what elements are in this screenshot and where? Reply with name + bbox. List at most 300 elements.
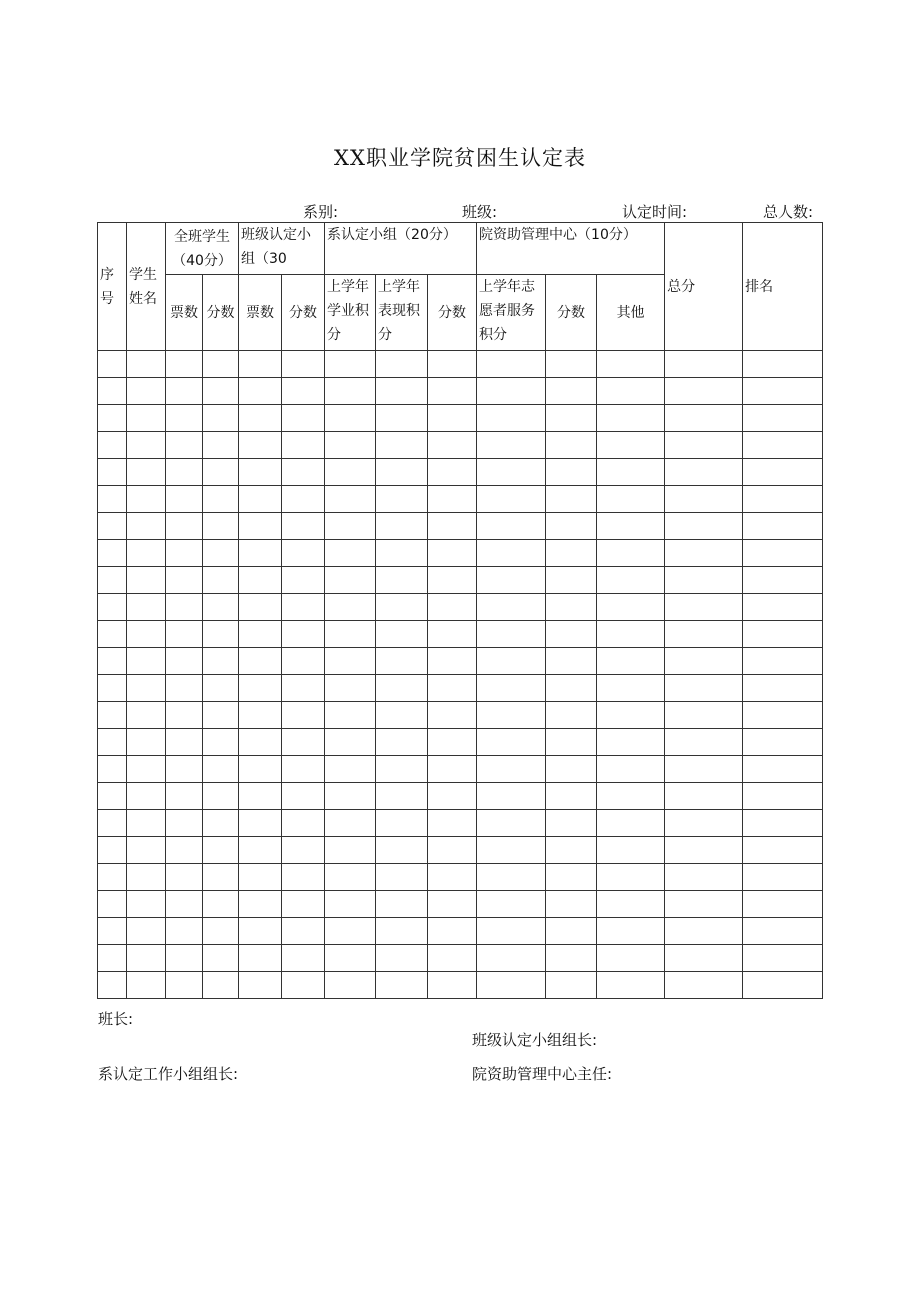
table-cell[interactable] bbox=[743, 378, 823, 405]
table-cell[interactable] bbox=[325, 567, 376, 594]
table-cell[interactable] bbox=[477, 783, 546, 810]
table-cell[interactable] bbox=[428, 702, 477, 729]
table-cell[interactable] bbox=[376, 486, 428, 513]
table-cell[interactable] bbox=[546, 459, 597, 486]
table-cell[interactable] bbox=[743, 675, 823, 702]
table-cell[interactable] bbox=[376, 351, 428, 378]
table-cell[interactable] bbox=[282, 459, 325, 486]
table-cell[interactable] bbox=[127, 783, 166, 810]
table-cell[interactable] bbox=[743, 783, 823, 810]
table-cell[interactable] bbox=[166, 459, 203, 486]
table-cell[interactable] bbox=[98, 486, 127, 513]
table-cell[interactable] bbox=[239, 432, 282, 459]
table-cell[interactable] bbox=[665, 621, 743, 648]
table-cell[interactable] bbox=[477, 621, 546, 648]
table-cell[interactable] bbox=[477, 405, 546, 432]
table-cell[interactable] bbox=[743, 810, 823, 837]
table-cell[interactable] bbox=[665, 594, 743, 621]
table-cell[interactable] bbox=[166, 945, 203, 972]
table-cell[interactable] bbox=[282, 702, 325, 729]
table-cell[interactable] bbox=[127, 378, 166, 405]
table-cell[interactable] bbox=[428, 486, 477, 513]
table-cell[interactable] bbox=[203, 351, 239, 378]
table-cell[interactable] bbox=[376, 540, 428, 567]
table-cell[interactable] bbox=[743, 729, 823, 756]
table-cell[interactable] bbox=[376, 513, 428, 540]
table-cell[interactable] bbox=[477, 513, 546, 540]
table-cell[interactable] bbox=[98, 972, 127, 999]
table-cell[interactable] bbox=[166, 567, 203, 594]
table-cell[interactable] bbox=[743, 945, 823, 972]
table-cell[interactable] bbox=[376, 972, 428, 999]
table-cell[interactable] bbox=[428, 540, 477, 567]
table-cell[interactable] bbox=[546, 756, 597, 783]
table-cell[interactable] bbox=[127, 513, 166, 540]
table-cell[interactable] bbox=[239, 594, 282, 621]
table-cell[interactable] bbox=[203, 729, 239, 756]
table-cell[interactable] bbox=[127, 891, 166, 918]
table-cell[interactable] bbox=[98, 945, 127, 972]
table-cell[interactable] bbox=[127, 540, 166, 567]
table-cell[interactable] bbox=[597, 729, 665, 756]
table-cell[interactable] bbox=[325, 486, 376, 513]
table-cell[interactable] bbox=[665, 864, 743, 891]
table-cell[interactable] bbox=[325, 459, 376, 486]
table-cell[interactable] bbox=[203, 648, 239, 675]
table-cell[interactable] bbox=[546, 783, 597, 810]
table-cell[interactable] bbox=[428, 837, 477, 864]
table-cell[interactable] bbox=[597, 405, 665, 432]
table-cell[interactable] bbox=[282, 621, 325, 648]
table-cell[interactable] bbox=[428, 918, 477, 945]
table-cell[interactable] bbox=[546, 567, 597, 594]
table-cell[interactable] bbox=[743, 405, 823, 432]
table-cell[interactable] bbox=[282, 351, 325, 378]
table-cell[interactable] bbox=[239, 675, 282, 702]
table-cell[interactable] bbox=[665, 351, 743, 378]
table-cell[interactable] bbox=[98, 621, 127, 648]
table-cell[interactable] bbox=[239, 405, 282, 432]
table-cell[interactable] bbox=[477, 432, 546, 459]
table-cell[interactable] bbox=[428, 783, 477, 810]
table-cell[interactable] bbox=[239, 783, 282, 810]
table-cell[interactable] bbox=[597, 864, 665, 891]
table-cell[interactable] bbox=[546, 648, 597, 675]
table-cell[interactable] bbox=[98, 702, 127, 729]
table-cell[interactable] bbox=[127, 594, 166, 621]
table-cell[interactable] bbox=[546, 972, 597, 999]
table-cell[interactable] bbox=[127, 756, 166, 783]
table-cell[interactable] bbox=[325, 675, 376, 702]
table-cell[interactable] bbox=[665, 567, 743, 594]
table-cell[interactable] bbox=[282, 810, 325, 837]
table-cell[interactable] bbox=[127, 432, 166, 459]
table-cell[interactable] bbox=[203, 486, 239, 513]
table-cell[interactable] bbox=[597, 486, 665, 513]
table-cell[interactable] bbox=[98, 918, 127, 945]
table-cell[interactable] bbox=[376, 837, 428, 864]
table-cell[interactable] bbox=[477, 675, 546, 702]
table-cell[interactable] bbox=[282, 513, 325, 540]
table-cell[interactable] bbox=[166, 675, 203, 702]
table-cell[interactable] bbox=[597, 675, 665, 702]
table-cell[interactable] bbox=[546, 351, 597, 378]
table-cell[interactable] bbox=[665, 675, 743, 702]
table-cell[interactable] bbox=[127, 648, 166, 675]
table-cell[interactable] bbox=[282, 837, 325, 864]
table-cell[interactable] bbox=[325, 918, 376, 945]
table-cell[interactable] bbox=[203, 972, 239, 999]
table-cell[interactable] bbox=[665, 783, 743, 810]
table-cell[interactable] bbox=[743, 432, 823, 459]
table-cell[interactable] bbox=[239, 621, 282, 648]
table-cell[interactable] bbox=[477, 891, 546, 918]
table-cell[interactable] bbox=[325, 621, 376, 648]
table-cell[interactable] bbox=[282, 567, 325, 594]
table-cell[interactable] bbox=[166, 972, 203, 999]
table-cell[interactable] bbox=[546, 810, 597, 837]
table-cell[interactable] bbox=[665, 972, 743, 999]
table-cell[interactable] bbox=[597, 540, 665, 567]
table-cell[interactable] bbox=[376, 864, 428, 891]
table-cell[interactable] bbox=[665, 432, 743, 459]
table-cell[interactable] bbox=[665, 756, 743, 783]
table-cell[interactable] bbox=[743, 891, 823, 918]
table-cell[interactable] bbox=[665, 405, 743, 432]
table-cell[interactable] bbox=[665, 459, 743, 486]
table-cell[interactable] bbox=[98, 432, 127, 459]
table-cell[interactable] bbox=[665, 891, 743, 918]
table-cell[interactable] bbox=[203, 702, 239, 729]
table-cell[interactable] bbox=[325, 594, 376, 621]
table-cell[interactable] bbox=[597, 621, 665, 648]
table-cell[interactable] bbox=[428, 972, 477, 999]
table-cell[interactable] bbox=[239, 810, 282, 837]
table-cell[interactable] bbox=[428, 621, 477, 648]
table-cell[interactable] bbox=[428, 729, 477, 756]
table-cell[interactable] bbox=[743, 567, 823, 594]
table-cell[interactable] bbox=[665, 378, 743, 405]
table-cell[interactable] bbox=[477, 972, 546, 999]
table-cell[interactable] bbox=[282, 972, 325, 999]
table-cell[interactable] bbox=[282, 675, 325, 702]
table-cell[interactable] bbox=[428, 513, 477, 540]
table-cell[interactable] bbox=[376, 405, 428, 432]
table-cell[interactable] bbox=[665, 837, 743, 864]
table-cell[interactable] bbox=[282, 405, 325, 432]
table-cell[interactable] bbox=[477, 702, 546, 729]
table-cell[interactable] bbox=[282, 432, 325, 459]
table-cell[interactable] bbox=[376, 648, 428, 675]
table-cell[interactable] bbox=[546, 378, 597, 405]
table-cell[interactable] bbox=[597, 891, 665, 918]
table-cell[interactable] bbox=[376, 702, 428, 729]
table-cell[interactable] bbox=[239, 972, 282, 999]
table-cell[interactable] bbox=[239, 378, 282, 405]
table-cell[interactable] bbox=[376, 594, 428, 621]
table-cell[interactable] bbox=[166, 621, 203, 648]
table-cell[interactable] bbox=[743, 486, 823, 513]
table-cell[interactable] bbox=[98, 837, 127, 864]
table-cell[interactable] bbox=[597, 513, 665, 540]
table-cell[interactable] bbox=[127, 621, 166, 648]
table-cell[interactable] bbox=[203, 837, 239, 864]
table-cell[interactable] bbox=[597, 432, 665, 459]
table-cell[interactable] bbox=[203, 945, 239, 972]
table-cell[interactable] bbox=[203, 783, 239, 810]
table-cell[interactable] bbox=[282, 945, 325, 972]
table-cell[interactable] bbox=[477, 756, 546, 783]
table-cell[interactable] bbox=[127, 837, 166, 864]
table-cell[interactable] bbox=[376, 810, 428, 837]
table-cell[interactable] bbox=[166, 918, 203, 945]
table-cell[interactable] bbox=[98, 729, 127, 756]
table-cell[interactable] bbox=[597, 756, 665, 783]
table-cell[interactable] bbox=[98, 891, 127, 918]
table-cell[interactable] bbox=[546, 432, 597, 459]
table-cell[interactable] bbox=[428, 378, 477, 405]
table-cell[interactable] bbox=[428, 405, 477, 432]
table-cell[interactable] bbox=[428, 459, 477, 486]
table-cell[interactable] bbox=[239, 837, 282, 864]
table-cell[interactable] bbox=[203, 459, 239, 486]
table-cell[interactable] bbox=[203, 810, 239, 837]
table-cell[interactable] bbox=[166, 702, 203, 729]
table-cell[interactable] bbox=[127, 675, 166, 702]
table-cell[interactable] bbox=[239, 702, 282, 729]
table-cell[interactable] bbox=[127, 459, 166, 486]
table-cell[interactable] bbox=[239, 486, 282, 513]
table-cell[interactable] bbox=[597, 378, 665, 405]
table-cell[interactable] bbox=[282, 783, 325, 810]
table-cell[interactable] bbox=[127, 918, 166, 945]
table-cell[interactable] bbox=[282, 918, 325, 945]
table-cell[interactable] bbox=[546, 837, 597, 864]
table-cell[interactable] bbox=[127, 486, 166, 513]
table-cell[interactable] bbox=[166, 405, 203, 432]
table-cell[interactable] bbox=[239, 891, 282, 918]
table-cell[interactable] bbox=[325, 351, 376, 378]
table-cell[interactable] bbox=[428, 810, 477, 837]
table-cell[interactable] bbox=[282, 378, 325, 405]
table-cell[interactable] bbox=[98, 405, 127, 432]
table-cell[interactable] bbox=[325, 729, 376, 756]
table-cell[interactable] bbox=[98, 756, 127, 783]
table-cell[interactable] bbox=[203, 540, 239, 567]
table-cell[interactable] bbox=[98, 459, 127, 486]
table-cell[interactable] bbox=[127, 729, 166, 756]
table-cell[interactable] bbox=[546, 891, 597, 918]
table-cell[interactable] bbox=[98, 864, 127, 891]
table-cell[interactable] bbox=[546, 513, 597, 540]
table-cell[interactable] bbox=[127, 810, 166, 837]
table-cell[interactable] bbox=[98, 378, 127, 405]
table-cell[interactable] bbox=[477, 729, 546, 756]
table-cell[interactable] bbox=[98, 648, 127, 675]
table-cell[interactable] bbox=[325, 756, 376, 783]
table-cell[interactable] bbox=[546, 594, 597, 621]
table-cell[interactable] bbox=[203, 567, 239, 594]
table-cell[interactable] bbox=[98, 567, 127, 594]
table-cell[interactable] bbox=[166, 432, 203, 459]
table-cell[interactable] bbox=[239, 567, 282, 594]
table-cell[interactable] bbox=[743, 540, 823, 567]
table-cell[interactable] bbox=[239, 729, 282, 756]
table-cell[interactable] bbox=[597, 972, 665, 999]
table-cell[interactable] bbox=[546, 486, 597, 513]
table-cell[interactable] bbox=[166, 783, 203, 810]
table-cell[interactable] bbox=[239, 648, 282, 675]
table-cell[interactable] bbox=[166, 351, 203, 378]
table-cell[interactable] bbox=[546, 405, 597, 432]
table-cell[interactable] bbox=[282, 756, 325, 783]
table-cell[interactable] bbox=[98, 810, 127, 837]
table-cell[interactable] bbox=[127, 702, 166, 729]
table-cell[interactable] bbox=[743, 594, 823, 621]
table-cell[interactable] bbox=[239, 459, 282, 486]
table-cell[interactable] bbox=[428, 756, 477, 783]
table-cell[interactable] bbox=[743, 513, 823, 540]
table-cell[interactable] bbox=[477, 837, 546, 864]
table-cell[interactable] bbox=[665, 918, 743, 945]
table-cell[interactable] bbox=[743, 702, 823, 729]
table-cell[interactable] bbox=[282, 891, 325, 918]
table-cell[interactable] bbox=[166, 756, 203, 783]
table-cell[interactable] bbox=[376, 918, 428, 945]
table-cell[interactable] bbox=[166, 729, 203, 756]
table-cell[interactable] bbox=[166, 378, 203, 405]
table-cell[interactable] bbox=[166, 594, 203, 621]
table-cell[interactable] bbox=[546, 918, 597, 945]
table-cell[interactable] bbox=[166, 486, 203, 513]
table-cell[interactable] bbox=[428, 432, 477, 459]
table-cell[interactable] bbox=[428, 594, 477, 621]
table-cell[interactable] bbox=[665, 702, 743, 729]
table-cell[interactable] bbox=[743, 621, 823, 648]
table-cell[interactable] bbox=[665, 513, 743, 540]
table-cell[interactable] bbox=[665, 486, 743, 513]
table-cell[interactable] bbox=[325, 648, 376, 675]
table-cell[interactable] bbox=[428, 648, 477, 675]
table-cell[interactable] bbox=[325, 432, 376, 459]
table-cell[interactable] bbox=[428, 945, 477, 972]
table-cell[interactable] bbox=[477, 945, 546, 972]
table-cell[interactable] bbox=[166, 864, 203, 891]
table-cell[interactable] bbox=[98, 594, 127, 621]
table-cell[interactable] bbox=[597, 945, 665, 972]
table-cell[interactable] bbox=[203, 891, 239, 918]
table-cell[interactable] bbox=[376, 567, 428, 594]
table-cell[interactable] bbox=[203, 513, 239, 540]
table-cell[interactable] bbox=[477, 864, 546, 891]
table-cell[interactable] bbox=[127, 405, 166, 432]
table-cell[interactable] bbox=[546, 540, 597, 567]
table-cell[interactable] bbox=[597, 567, 665, 594]
table-cell[interactable] bbox=[597, 702, 665, 729]
table-cell[interactable] bbox=[376, 891, 428, 918]
table-cell[interactable] bbox=[546, 675, 597, 702]
table-cell[interactable] bbox=[428, 864, 477, 891]
table-cell[interactable] bbox=[376, 459, 428, 486]
table-cell[interactable] bbox=[477, 810, 546, 837]
table-cell[interactable] bbox=[376, 432, 428, 459]
table-cell[interactable] bbox=[325, 891, 376, 918]
table-cell[interactable] bbox=[546, 702, 597, 729]
table-cell[interactable] bbox=[98, 783, 127, 810]
table-cell[interactable] bbox=[477, 594, 546, 621]
table-cell[interactable] bbox=[477, 567, 546, 594]
table-cell[interactable] bbox=[477, 540, 546, 567]
table-cell[interactable] bbox=[282, 648, 325, 675]
table-cell[interactable] bbox=[665, 648, 743, 675]
table-cell[interactable] bbox=[428, 567, 477, 594]
table-cell[interactable] bbox=[665, 945, 743, 972]
table-cell[interactable] bbox=[239, 351, 282, 378]
table-cell[interactable] bbox=[203, 756, 239, 783]
table-cell[interactable] bbox=[282, 729, 325, 756]
table-cell[interactable] bbox=[597, 783, 665, 810]
table-cell[interactable] bbox=[376, 783, 428, 810]
table-cell[interactable] bbox=[743, 756, 823, 783]
table-cell[interactable] bbox=[239, 513, 282, 540]
table-cell[interactable] bbox=[325, 702, 376, 729]
table-cell[interactable] bbox=[597, 648, 665, 675]
table-cell[interactable] bbox=[546, 945, 597, 972]
table-cell[interactable] bbox=[428, 351, 477, 378]
table-cell[interactable] bbox=[282, 594, 325, 621]
table-cell[interactable] bbox=[376, 729, 428, 756]
table-cell[interactable] bbox=[98, 513, 127, 540]
table-cell[interactable] bbox=[282, 540, 325, 567]
table-cell[interactable] bbox=[127, 864, 166, 891]
table-cell[interactable] bbox=[239, 945, 282, 972]
table-cell[interactable] bbox=[127, 945, 166, 972]
table-cell[interactable] bbox=[325, 972, 376, 999]
table-cell[interactable] bbox=[743, 351, 823, 378]
table-cell[interactable] bbox=[546, 621, 597, 648]
table-cell[interactable] bbox=[166, 540, 203, 567]
table-cell[interactable] bbox=[203, 594, 239, 621]
table-cell[interactable] bbox=[665, 540, 743, 567]
table-cell[interactable] bbox=[376, 675, 428, 702]
table-cell[interactable] bbox=[203, 405, 239, 432]
table-cell[interactable] bbox=[743, 648, 823, 675]
table-cell[interactable] bbox=[203, 621, 239, 648]
table-cell[interactable] bbox=[743, 864, 823, 891]
table-cell[interactable] bbox=[166, 891, 203, 918]
table-cell[interactable] bbox=[239, 756, 282, 783]
table-cell[interactable] bbox=[98, 540, 127, 567]
table-cell[interactable] bbox=[282, 486, 325, 513]
table-cell[interactable] bbox=[325, 378, 376, 405]
table-cell[interactable] bbox=[325, 837, 376, 864]
table-cell[interactable] bbox=[477, 351, 546, 378]
table-cell[interactable] bbox=[477, 459, 546, 486]
table-cell[interactable] bbox=[477, 918, 546, 945]
table-cell[interactable] bbox=[166, 513, 203, 540]
table-cell[interactable] bbox=[665, 810, 743, 837]
table-cell[interactable] bbox=[325, 540, 376, 567]
table-cell[interactable] bbox=[282, 864, 325, 891]
table-cell[interactable] bbox=[203, 432, 239, 459]
table-cell[interactable] bbox=[325, 864, 376, 891]
table-cell[interactable] bbox=[203, 918, 239, 945]
table-cell[interactable] bbox=[665, 729, 743, 756]
table-cell[interactable] bbox=[325, 810, 376, 837]
table-cell[interactable] bbox=[743, 972, 823, 999]
table-cell[interactable] bbox=[325, 513, 376, 540]
table-cell[interactable] bbox=[376, 945, 428, 972]
